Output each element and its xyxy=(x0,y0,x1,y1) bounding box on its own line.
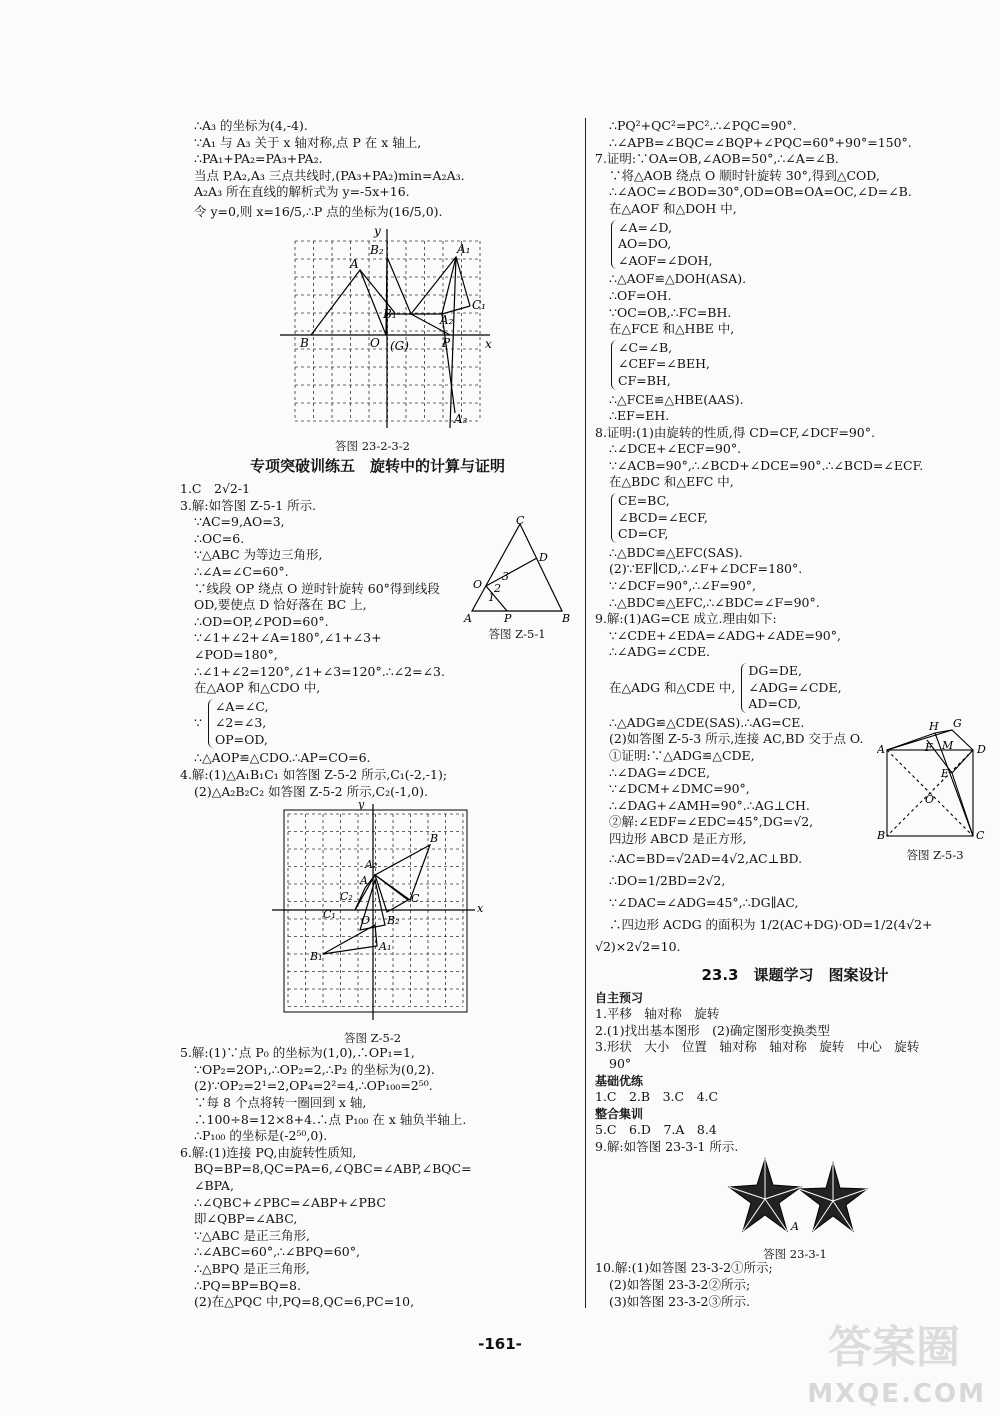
brace-conditions xyxy=(611,493,995,543)
text-line: ∴△ADG≌△CDE(SAS).∴AG=CE. xyxy=(609,714,805,730)
text-line: ∴AC=BD=√2AD=4√2,AC⊥BD. xyxy=(609,850,803,866)
fig3-label-b2: B₂ xyxy=(387,914,400,928)
fig4-label-m: M xyxy=(942,738,954,752)
fig3-label-b: B xyxy=(430,832,439,846)
text-line: ∵△ABC 为等边三角形, xyxy=(194,547,323,563)
text-line: 4.解:(1)△A₁B₁C₁ 如答图 Z-5-2 所示,C₁(-2,-1); xyxy=(180,767,448,783)
fig2-label-o: O xyxy=(473,577,483,591)
text-line: ∵△ABC 是正三角形, xyxy=(194,1227,311,1243)
text-line: ①证明:∵△ADG≌△CDE, xyxy=(609,747,755,763)
text-line: ∴PA₁+PA₂=PA₃+PA₂. xyxy=(194,151,323,167)
text-line: ∴∠ABC=60°,∴∠BPQ=60°, xyxy=(194,1244,360,1260)
condition: ∠C=∠B, xyxy=(618,339,673,355)
text-line: 90° xyxy=(609,1055,632,1071)
fig4-label-h: H xyxy=(929,719,939,733)
fig4-label-a: A xyxy=(877,742,885,756)
text-line: BQ=BP=8,QC=PA=6,∠QBC=∠ABP,∠BQC= xyxy=(194,1161,472,1177)
text-line: (2)∵EF∥CD,∴∠F+∠DCF=180°. xyxy=(609,561,803,577)
figure-caption: 答图 Z-5-1 xyxy=(488,627,546,642)
fig5-label-a: A xyxy=(791,1220,799,1234)
text-line: ∴∠QBC+∠PBC=∠ABP+∠PBC xyxy=(194,1194,386,1210)
subsection-heading: 整合集训 xyxy=(595,1106,644,1121)
text-line: ∵∠DCF=90°,∴∠F=90°, xyxy=(609,578,756,594)
text-line: ∴四边形 ACDG 的面积为 1/2(AC+DG)·OD=1/2(4√2+ xyxy=(609,916,933,932)
text-line: ∵将△AOB 绕点 O 顺时针旋转 30°,得到△COD, xyxy=(609,167,880,183)
triangle-figure xyxy=(462,516,572,626)
fig1-label-y: y xyxy=(374,223,381,238)
coordinate-grid-figure xyxy=(180,223,575,433)
text-line: ∴∠ADG=∠CDE. xyxy=(609,644,711,660)
fig1-label-a2: A₂ xyxy=(440,312,454,327)
fig2-label-2: 2 xyxy=(494,581,501,595)
condition: ∠BCD=∠ECF, xyxy=(618,509,708,525)
condition: CE=BC, xyxy=(618,493,670,509)
text-line: 在△AOF 和△DOH 中, xyxy=(609,200,737,216)
fig3-label-y: y xyxy=(358,800,365,812)
condition: ∠2=∠3, xyxy=(214,715,267,731)
column-divider xyxy=(585,118,586,1308)
text-line: 令 y=0,则 x=16/5,∴P 点的坐标为(16/5,0). xyxy=(194,203,443,219)
text-line: 在△BDC 和△EFC 中, xyxy=(609,474,734,490)
left-column xyxy=(180,118,575,1311)
text-line: 5.解:(1)∵点 P₀ 的坐标为(1,0),∴OP₁=1, xyxy=(180,1045,415,1061)
fig4-label-f: F xyxy=(925,740,933,754)
fig2-label-c: C xyxy=(516,515,525,527)
condition: CD=CF, xyxy=(618,526,669,542)
text-line: 8.证明:(1)由旋转的性质,得 CD=CF,∠DCF=90°. xyxy=(595,424,875,440)
text-line: ∵∠CDE+∠EDA=∠ADG+∠ADE=90°, xyxy=(609,627,841,643)
page-number: -161- xyxy=(478,1335,522,1353)
text-line: √2)×2√2=10. xyxy=(595,938,681,954)
text-line: ∴△BDC≌△EFC(SAS). xyxy=(609,544,743,560)
text-line: ∵OP₂=2OP₁,∴OP₂=2,∴P₂ 的坐标为(0,2). xyxy=(194,1061,435,1077)
figure-23-2-3-2 xyxy=(180,223,575,451)
text-line: 在△FCE 和△HBE 中, xyxy=(609,321,735,337)
text-line: ∠POD=180°, xyxy=(194,646,278,662)
fig1-label-o: O xyxy=(370,335,380,350)
fig3-label-c: C xyxy=(411,892,420,906)
fig4-label-o: O xyxy=(925,792,935,806)
condition: CF=BH, xyxy=(618,372,671,388)
text-line: 9.解:如答图 23-3-1 所示. xyxy=(595,1138,739,1154)
section-title: 专项突破训练五 旋转中的计算与证明 xyxy=(249,456,505,475)
top-lines xyxy=(180,118,575,223)
text-line: ∴△AOF≌△DOH(ASA). xyxy=(609,271,747,287)
text-line: ∴DO=1/2BD=2√2, xyxy=(609,872,726,888)
figure-caption: 答图 23-3-1 xyxy=(763,1247,827,1262)
text-line: ∴OF=OH. xyxy=(609,287,672,303)
text-line: 3.形状 大小 位置 轴对称 轴对称 旋转 中心 旋转 xyxy=(595,1039,920,1055)
answer-q9-part2 xyxy=(595,715,995,958)
text-line: ∵每 8 个点将转一圈回到 x 轴, xyxy=(194,1095,367,1111)
text-line: ∵∠DAC=∠ADG=45°,∴DG∥AC, xyxy=(609,894,799,910)
watermark-logo-text: 答案圈 xyxy=(828,1322,960,1373)
text-line: 5.C 6.D 7.A 8.4 xyxy=(595,1122,717,1138)
text-line: 当点 P,A₂,A₃ 三点共线时,(PA₃+PA₂)min=A₂A₃. xyxy=(194,167,465,183)
fig3-label-a2: A₂ xyxy=(365,858,378,872)
text-line: A₂A₃ 所在直线的解析式为 y=-5x+16. xyxy=(194,184,410,200)
fig3-label-b1: B₁ xyxy=(310,950,323,964)
fig1-label-b2: B₂ xyxy=(370,242,384,257)
fig3-label-a1: A₁ xyxy=(379,940,392,954)
figure-caption: 答图 Z-5-3 xyxy=(906,848,964,863)
brace-group xyxy=(595,661,995,715)
fig2-label-b: B xyxy=(562,611,571,625)
fig1-label-a1: A₁ xyxy=(457,241,471,256)
figure-z-5-1 xyxy=(462,516,572,736)
fig1-label-c1: C₁ xyxy=(472,297,486,312)
section-title: 23.3 课题学习 图案设计 xyxy=(701,965,889,984)
square-figure xyxy=(877,715,993,843)
text-line: (2)△A₂B₂C₂ 如答图 Z-5-2 所示,C₂(-1,0). xyxy=(194,783,428,799)
text-line: 1.平移 轴对称 旋转 xyxy=(595,1006,720,1022)
text-line: ∵AC=9,AO=3, xyxy=(194,514,285,530)
text-line: ②解:∠EDF=∠EDC=45°,DG=√2, xyxy=(609,814,814,830)
text-line: ∴OC=6. xyxy=(194,530,245,546)
text-line: ∴∠1+∠2=120°,∠1+∠3=120°.∴∠2=∠3. xyxy=(194,663,445,679)
fig3-label-x: x xyxy=(477,902,484,916)
text-line: ∴A₃ 的坐标为(4,-4). xyxy=(194,118,308,133)
figure-23-3-1 xyxy=(595,1155,995,1260)
fig2-label-p: P xyxy=(504,611,512,625)
text-line: ∴△FCE≌△HBE(AAS). xyxy=(609,391,744,407)
condition: OP=OD, xyxy=(214,731,268,747)
answer-q4 xyxy=(180,767,575,800)
condition: ∠ADG=∠CDE, xyxy=(748,679,842,695)
text-line: ∵OC=OB,∴FC=BH. xyxy=(609,304,732,320)
text-line: ∴PQ=BP=BQ=8. xyxy=(194,1277,301,1293)
coordinate-grid-figure xyxy=(180,800,575,1025)
fig1-label-b1: B₁ xyxy=(383,306,397,321)
answer-q3 xyxy=(180,498,575,768)
fig1-label-a3: A₃ xyxy=(454,411,468,426)
text-line: (2)∵OP₂=2¹=2,OP₄=2²=4,∴OP₁₀₀=2⁵⁰. xyxy=(194,1078,433,1094)
fig4-label-g: G xyxy=(953,716,962,730)
text-line: ∵A₁ 与 A₃ 关于 x 轴对称,点 P 在 x 轴上, xyxy=(194,134,422,150)
text-line: 1.C 2.B 3.C 4.C xyxy=(595,1089,719,1105)
text-line: 四边形 ABCD 是正方形, xyxy=(609,830,747,846)
answer-q6 xyxy=(180,1145,575,1311)
fig2-label-a: A xyxy=(464,611,472,625)
text-line: ∠BPA, xyxy=(194,1178,234,1193)
right-column xyxy=(595,118,995,1310)
watermark-url: MXQE.COM xyxy=(807,1379,986,1409)
figure-z-5-3 xyxy=(877,715,993,863)
text-line: 在△AOP 和△CDO 中, xyxy=(194,680,321,696)
fig4-label-b: B xyxy=(877,828,886,842)
text-line: ∵∠ACB=90°,∴∠BCD+∠DCE=90°.∴∠BCD=∠ECF. xyxy=(609,457,924,473)
star-pattern-figure xyxy=(595,1155,995,1241)
text-line: ∴P₁₀₀ 的坐标是(-2⁵⁰,0). xyxy=(194,1128,328,1144)
text-line: ∴100÷8=12×8+4.∴点 P₁₀₀ 在 x 轴负半轴上. xyxy=(194,1111,467,1127)
fig1-label-p: P xyxy=(442,335,451,350)
condition: ∠CEF=∠BEH, xyxy=(618,356,710,372)
fig4-label-e: E xyxy=(941,766,950,780)
brace-conditions xyxy=(611,220,995,270)
text-line: (2)如答图 Z-5-3 所示,连接 AC,BD 交于点 O. xyxy=(609,731,864,747)
condition: AO=DO, xyxy=(618,236,672,252)
condition: ∠AOF=∠DOH, xyxy=(618,252,713,268)
brace-prefix: 在△ADG 和△CDE 中, xyxy=(609,679,736,695)
text-line: 即∠QBP=∠ABC, xyxy=(194,1211,298,1227)
text-line: ∴∠DAG+∠AMH=90°.∴AG⊥CH. xyxy=(609,797,810,813)
text-line: ∵∠DCM+∠DMC=90°, xyxy=(609,781,750,797)
fig3-label-a: A xyxy=(360,874,368,888)
fig1-label-b: B xyxy=(300,335,309,350)
text-line: 10.解:(1)如答图 23-3-2①所示; xyxy=(595,1260,773,1276)
figure-z-5-2 xyxy=(180,800,575,1045)
condition: AD=CD, xyxy=(748,696,802,712)
answer-q1: 1.C 2√2-1 xyxy=(180,480,251,496)
text-line: 7.证明:∵OA=OB,∠AOB=50°,∴∠A=∠B. xyxy=(595,151,839,167)
text-line: ∴∠DCE+∠ECF=90°. xyxy=(609,441,742,457)
fig2-label-3: 3 xyxy=(502,569,509,583)
text-line: ∴EF=EH. xyxy=(609,408,670,424)
subsection-heading: 基础优练 xyxy=(595,1073,644,1088)
text-line: ∵线段 OP 绕点 O 逆时针旋转 60°得到线段 xyxy=(194,580,440,596)
brace-conditions xyxy=(741,663,841,713)
condition: ∠A=∠D, xyxy=(618,219,672,235)
text-line: 6.解:(1)连接 PQ,由旋转性质知, xyxy=(180,1144,357,1160)
figure-caption: 答图 23-2-3-2 xyxy=(335,438,410,453)
fig2-label-1: 1 xyxy=(488,590,495,604)
text-line: ∴∠DAG=∠DCE, xyxy=(609,764,711,780)
text-line: ∴∠A=∠C=60°. xyxy=(194,563,289,579)
subsection-heading: 自主预习 xyxy=(595,990,644,1005)
fig3-label-o: O xyxy=(361,914,371,928)
brace-prefix: ∵ xyxy=(194,715,202,731)
answer-q5 xyxy=(180,1045,575,1145)
text-line: ∵∠1+∠2+∠A=180°,∠1+∠3+ xyxy=(194,630,382,646)
brace-conditions xyxy=(611,340,995,390)
text-line: ∴△AOP≌△CDO.∴AP=CO=6. xyxy=(194,750,371,766)
fig2-label-d: D xyxy=(539,550,548,564)
text-line: (2)在△PQC 中,PQ=8,QC=6,PC=10, xyxy=(194,1294,415,1310)
fig3-label-c1: C₁ xyxy=(323,908,336,922)
text-line: ∴△BDC≌△EFC,∴∠BDC=∠F=90°. xyxy=(609,594,820,610)
text-line: ∴OD=OP,∠POD=60°. xyxy=(194,613,329,629)
fig1-label-g: (G) xyxy=(390,338,409,353)
text-line: OD,要使点 D 恰好落在 BC 上, xyxy=(194,597,367,613)
fig1-label-x: x xyxy=(485,336,492,351)
text-line: (2)如答图 23-3-2②所示; xyxy=(609,1277,751,1293)
text-line: ∴△BPQ 是正三角形, xyxy=(194,1260,310,1276)
text-line: (3)如答图 23-3-2③所示. xyxy=(609,1293,750,1309)
fig4-label-d: D xyxy=(977,742,986,756)
text-line: 2.(1)找出基本图形 (2)确定图形变换类型 xyxy=(595,1022,830,1038)
condition: DG=DE, xyxy=(748,663,803,678)
fig4-label-c: C xyxy=(976,828,985,842)
text-line: 3.解:如答图 Z-5-1 所示. xyxy=(180,497,317,513)
brace-conditions xyxy=(208,699,269,749)
figure-caption: 答图 Z-5-2 xyxy=(343,1030,402,1045)
condition: ∠A=∠C, xyxy=(214,698,269,714)
text-line: 9.解:(1)AG=CE 成立.理由如下: xyxy=(595,611,777,627)
text-line: ∴∠APB=∠BQC=∠BQP+∠PQC=60°+90°=150°. xyxy=(609,134,912,150)
text-line: ∴∠AOC=∠BOD=30°,OD=OB=OA=OC,∠D=∠B. xyxy=(609,184,912,200)
fig1-label-a: A xyxy=(350,256,359,271)
fig3-label-c2: C₂ xyxy=(340,890,353,904)
text-line: ∴PQ²+QC²=PC².∴∠PQC=90°. xyxy=(609,118,797,133)
